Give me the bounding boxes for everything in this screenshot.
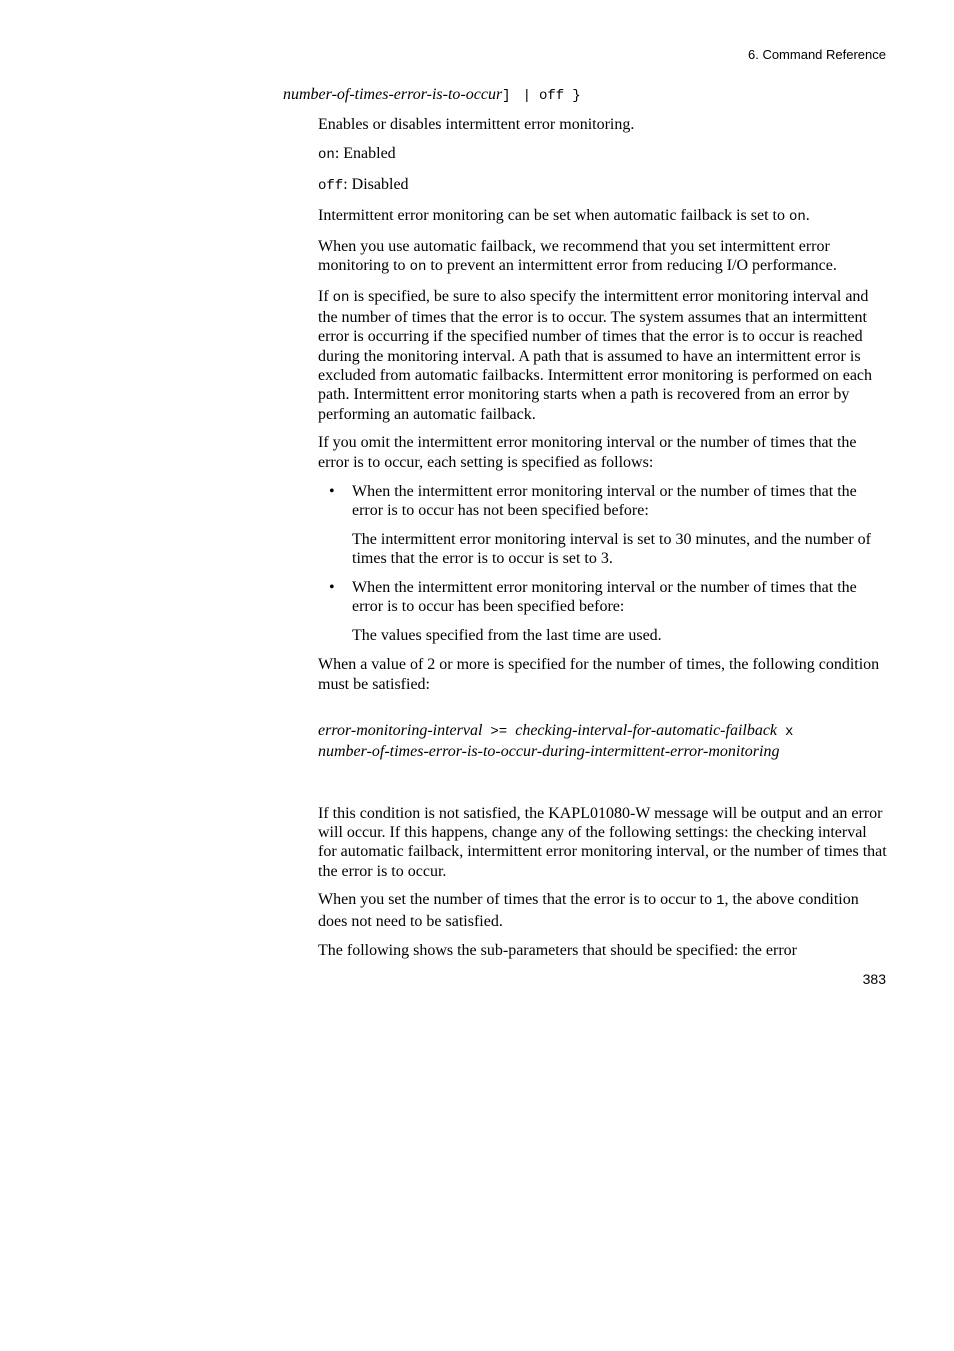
paragraph-sub-parameters: The following shows the sub-parameters that should be specified: the error [318, 941, 797, 959]
syntax-param: number-of-times-error-is-to-occur [283, 86, 503, 103]
body-text [318, 115, 888, 970]
text-run: When you set the number of times that the error is to occur to [318, 891, 717, 909]
formula-line-1 [318, 721, 888, 742]
list-item [329, 578, 888, 645]
text-run: If [318, 287, 333, 305]
list-item [329, 482, 888, 569]
formula-line-2: number-of-times-error-is-to-occur-during-intermittent-error-monitoring [318, 743, 780, 761]
on-description: : Enabled [334, 144, 396, 162]
paragraph-times-one [318, 890, 888, 931]
paragraph-on-details [318, 287, 888, 424]
paragraph-failback-condition [318, 206, 888, 227]
bullet-subtext: The intermittent error monitoring interval is set to 30 minutes, and the number of times that the error is to occur is set to 3. [352, 530, 871, 568]
paragraph-on-option [318, 144, 888, 165]
paragraph-condition-not-satisfied: If this condition is not satisfied, the KAPL01080-W message will be output and an error will occur. If this happens, change any of the following settings: the checking interval for automatic failback, intermittent error monitoring interval, or the number of times that the error is to occur. [318, 804, 887, 880]
code-on: on [332, 289, 350, 306]
bullet-list [318, 482, 888, 646]
paragraph-off-option [318, 175, 888, 196]
paragraph-omit-settings: If you omit the intermittent error monitoring interval or the number of times that the error is to occur, each setting is specified as follows: [318, 434, 857, 471]
spacer [318, 762, 888, 804]
bullet-text: When the intermittent error monitoring interval or the number of times that the error is to occur has not been specified before: [352, 482, 857, 519]
condition-formula [318, 721, 888, 762]
formula-rhs: checking-interval-for-automatic-failback [515, 722, 778, 740]
formula-operator: >= [490, 724, 508, 741]
text-run: , the above condition does not need to be satisfied. [318, 891, 859, 930]
code-on: on [409, 258, 427, 275]
code-on: on [788, 208, 806, 225]
code-one: 1 [716, 893, 725, 910]
syntax-close-bracket: ] [502, 88, 511, 104]
formula-lhs: error-monitoring-interval [318, 722, 483, 740]
formula-times: x [785, 724, 794, 741]
bullet-text: When the intermittent error monitoring interval or the number of times that the error is to occur has been specified before: [352, 578, 857, 616]
paragraph-enable-description: Enables or disables intermittent error monitoring. [318, 116, 635, 133]
paragraph-condition-intro: When a value of 2 or more is specified for the number of times, the following condition must be satisfied: [318, 656, 880, 693]
running-header: 6. Command Reference [747, 47, 886, 62]
bullet-subtext: The values specified from the last time are used. [352, 627, 662, 645]
text-run: . [805, 206, 810, 224]
syntax-line [283, 86, 581, 104]
text-run: Intermittent error monitoring can be set when automatic failback is set to [318, 206, 789, 224]
page-number: 383 [862, 971, 886, 987]
syntax-off: off [538, 88, 565, 104]
code-off: off [318, 177, 344, 194]
off-description: : Disabled [343, 175, 409, 193]
text-run: When you use automatic failback, we recommend that you set intermittent error monitoring to [318, 237, 830, 274]
syntax-separator: | [522, 88, 531, 104]
bullet-marker: • [329, 482, 335, 500]
syntax-close-brace: } [572, 88, 581, 104]
code-on: on [318, 146, 335, 163]
text-run: to prevent an intermittent error from reducing I/O performance. [426, 256, 837, 274]
paragraph-recommendation [318, 237, 888, 278]
bullet-marker: • [329, 578, 335, 596]
text-run: is specified, be sure to also specify the intermittent error monitoring interval and the number of times that the error is to occur. The system assumes that an intermittent error is occurring if the specified number of times that the error is to occur is reached during the monitoring interval. A path that is assumed to have an intermittent error is excluded from automatic failbacks. Intermittent error monitoring is performed on each path. Intermittent error monitoring starts when a path is recovered from an error by performing an automatic failback. [318, 287, 873, 423]
